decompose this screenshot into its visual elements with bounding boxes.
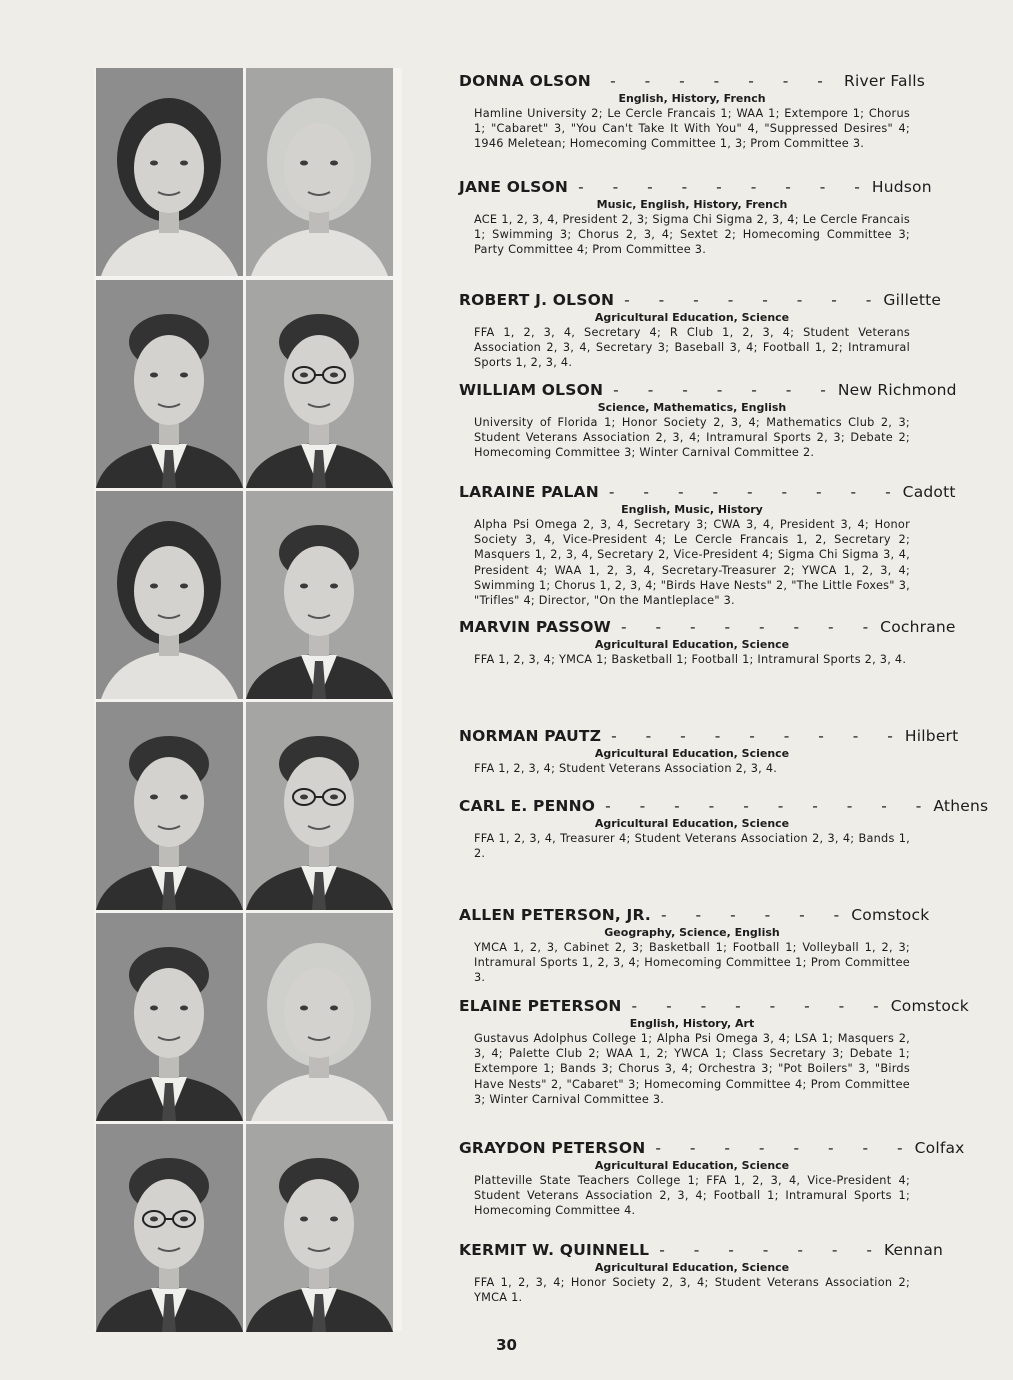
entry-robert-olson: ROBERT J. OLSON - - - - - - - - Gillette Agricultural Education, Science FFA 1, 2, 3, 4, Secretary 4; R Club 1, 2, 3, 4; Student Veterans Association 2, 3, 4, Secretary 3; Baseball 3, 4; Football 1, 2; Intramural Sports 1, 2, 3, 4. <box>459 291 942 370</box>
hometown: Athens <box>933 797 989 815</box>
major-fields: English, History, French <box>618 92 766 105</box>
hometown: Hudson <box>871 178 932 196</box>
major-fields: Agricultural Education, Science <box>594 747 790 760</box>
student-name: MARVIN PASSOW <box>459 618 611 636</box>
entry-carl-penno: CARL E. PENNO - - - - - - - - - - Athens Agricultural Education, Science FFA 1, 2, 3, 4, Treasurer 4; Student Veterans Association 2, 3, 4; Bands 1, 2. <box>459 797 989 861</box>
entry-william-olson: WILLIAM OLSON - - - - - - - New Richmond Science, Mathematics, English University of Florida 1; Honor Society 2, 3, 4; Mathematics Club 2, 3; Student Veterans Association 2, 3, 4; Intramural Sports 2, 3; Debate 2; Homecoming Committee 3; Winter Carnival Committee 2. <box>459 381 957 460</box>
hometown: Colfax <box>914 1139 965 1157</box>
student-name: CARL E. PENNO <box>459 797 596 815</box>
activities: Alpha Psi Omega 2, 3, 4, Secretary 3; CWA 3, 4, President 3, 4; Honor Society 3, 4, Vice-President 4; Le Cercle Francais 1, 2, Secretary 2; Masquers 1, 2, 3, 4, Secretary 2, Vice-President 4; Sigma Chi Sigma 3, 4, President 4; WAA 1, 2, 3, 4, Secretary-Treasurer 2; YWCA 1, 2, 3, 4; Swimming 1; Chorus 1, 2, 3, 4; "Birds Have Nests" 2, "The Little Foxes" 3, "Trifles" 4; Director, "On the Mantleplace" 3. <box>474 518 910 608</box>
student-name: GRAYDON PETERSON <box>459 1139 646 1157</box>
student-name: ELAINE PETERSON <box>459 997 622 1015</box>
student-name: KERMIT W. QUINNELL <box>459 1241 650 1259</box>
entry-donna-olson: DONNA OLSON - - - - - - - River Falls English, History, French Hamline University 2; Le Cercle Francais 1; WAA 1; Extempore 1; Chorus 1; "Cabaret" 3, "You Can't Take It With You" 4, "Suppressed Desires" 4; 1946 Meletean; Homecoming Committee 1, 3; Prom Committee 3. <box>459 72 925 151</box>
activities: FFA 1, 2, 3, 4; Honor Society 2, 3, 4; Student Veterans Association 2; YMCA 1. <box>474 1276 910 1305</box>
student-name: WILLIAM OLSON <box>459 381 604 399</box>
photo-kermit-quinnell <box>246 1124 393 1332</box>
photo-jane-olson <box>246 68 393 276</box>
major-fields: Agricultural Education, Science <box>594 817 790 830</box>
entry-norman-pautz: NORMAN PAUTZ - - - - - - - - - Hilbert Agricultural Education, Science FFA 1, 2, 3, 4; Student Veterans Association 2, 3, 4. <box>459 727 959 775</box>
activities: FFA 1, 2, 3, 4; YMCA 1; Basketball 1; Football 1; Intramural Sports 2, 3, 4. <box>474 653 907 666</box>
major-fields: Agricultural Education, Science <box>594 1261 790 1274</box>
entry-jane-olson: JANE OLSON - - - - - - - - - Hudson Music, English, History, French ACE 1, 2, 3, 4, President 2, 3; Sigma Chi Sigma 2, 3, 4; Le Cercle Francais 1; Swimming 3; Chorus 2, 3, 4; Sextet 2; Homecoming Committee 3; Party Committee 4; Prom Committee 3. <box>459 178 932 257</box>
major-fields: Agricultural Education, Science <box>594 638 790 651</box>
activities: FFA 1, 2, 3, 4, Secretary 4; R Club 1, 2, 3, 4; Student Veterans Association 2, 3, 4, Secretary 3; Baseball 3, 4; Football 1, 2; Intramural Sports 1, 2, 3, 4. <box>474 326 910 370</box>
photo-marvin-passow <box>246 491 393 699</box>
hometown: Kennan <box>883 1241 944 1259</box>
student-name: NORMAN PAUTZ <box>459 727 602 745</box>
entry-allen-peterson: ALLEN PETERSON, JR. - - - - - - Comstock Geography, Science, English YMCA 1, 2, 3, Cabinet 2, 3; Basketball 1; Football 1; Volleyball 1, 2, 3; Intramural Sports 1, 2, 3, 4; Homecoming Committee 1; Prom Committee 3. <box>459 906 930 985</box>
entry-marvin-passow: MARVIN PASSOW - - - - - - - - Cochrane Agricultural Education, Science FFA 1, 2, 3, 4; YMCA 1; Basketball 1; Football 1; Intramural Sports 2, 3, 4. <box>459 618 956 666</box>
major-fields: Agricultural Education, Science <box>594 311 790 324</box>
photo-column <box>94 68 402 1331</box>
entry-laraine-palan: LARAINE PALAN - - - - - - - - - Cadott English, Music, History Alpha Psi Omega 2, 3, 4, Secretary 3; CWA 3, 4, President 3, 4; Honor Society 3, 4, Vice-President 4; Le Cercle Francais 1, 2, Secretary 2; Masquers 1, 2, 3, 4, Secretary 2, Vice-President 4; Sigma Chi Sigma 3, 4, President 4; WAA 1, 2, 3, 4, Secretary-Treasurer 2; YWCA 1, 2, 3, 4; Swimming 1; Chorus 1, 2, 3, 4; "Birds Have Nests" 2, "The Little Foxes" 3, "Trifles" 4; Director, "On the Mantleplace" 3. <box>459 483 956 608</box>
photo-robert-olson <box>96 280 243 488</box>
hometown: Cochrane <box>880 618 956 636</box>
student-name: JANE OLSON <box>459 178 569 196</box>
photo-allen-peterson <box>96 913 243 1121</box>
entry-kermit-quinnell: KERMIT W. QUINNELL - - - - - - - Kennan Agricultural Education, Science FFA 1, 2, 3, 4; Honor Society 2, 3, 4; Student Veterans Association 2; YMCA 1. <box>459 1241 944 1305</box>
activities: FFA 1, 2, 3, 4, Treasurer 4; Student Veterans Association 2, 3, 4; Bands 1, 2. <box>474 832 910 861</box>
student-name: LARAINE PALAN <box>459 483 599 501</box>
photo-carl-penno <box>246 702 393 910</box>
student-entries <box>459 0 989 1340</box>
activities: University of Florida 1; Honor Society 2, 3, 4; Mathematics Club 2, 3; Student Veterans Association 2, 3, 4; Intramural Sports 2, 3; Debate 2; Homecoming Committee 3; Winter Carnival Committee 2. <box>474 416 910 460</box>
photo-elaine-peterson <box>246 913 393 1121</box>
major-fields: Agricultural Education, Science <box>594 1159 790 1172</box>
hometown: Gillette <box>883 291 942 309</box>
photo-donna-olson <box>96 68 243 276</box>
hometown: Hilbert <box>904 727 959 745</box>
student-name: DONNA OLSON <box>459 72 591 90</box>
activities: ACE 1, 2, 3, 4, President 2, 3; Sigma Chi Sigma 2, 3, 4; Le Cercle Francais 1; Swimming 3; Chorus 2, 3, 4; Sextet 2; Homecoming Committee 3; Party Committee 4; Prom Committee 3. <box>474 213 910 257</box>
major-fields: Geography, Science, English <box>604 926 780 939</box>
major-fields: Science, Mathematics, English <box>597 401 787 414</box>
hometown: Comstock <box>890 997 969 1015</box>
entry-elaine-peterson: ELAINE PETERSON - - - - - - - - Comstock English, History, Art Gustavus Adolphus College 1; Alpha Psi Omega 3, 4; LSA 1; Masquers 2, 3, 4; Palette Club 2; WAA 1, 2; YWCA 1; Class Secretary 3; Debate 1; Extempore 1; Bands 3; Chorus 3, 4; Orchestra 3; "Pot Boilers" 3, "Birds Have Nests" 2, "Cabaret" 3; Homecoming Committee 4; Prom Committee 3; Winter Carnival Committee 3. <box>459 997 969 1106</box>
activities: Hamline University 2; Le Cercle Francais 1; WAA 1; Extempore 1; Chorus 1; "Cabaret" 3, "You Can't Take It With You" 4, "Suppressed Desires" 4; 1946 Meletean; Homecoming Committee 1, 3; Prom Committee 3. <box>474 107 910 151</box>
page-number: 30 <box>496 1336 517 1354</box>
major-fields: Music, English, History, French <box>596 198 788 211</box>
activities: Gustavus Adolphus College 1; Alpha Psi Omega 3, 4; LSA 1; Masquers 2, 3, 4; Palette Club 2; WAA 1, 2; YWCA 1; Class Secretary 3; Debate 1; Extempore 1; Bands 3; Chorus 3, 4; Orchestra 3; "Pot Boilers" 3, "Birds Have Nests" 2, "Cabaret" 3; Homecoming Committee 4; Prom Committee 3; Winter Carnival Committee 3. <box>474 1032 910 1106</box>
photo-graydon-peterson <box>96 1124 243 1332</box>
major-fields: English, Music, History <box>621 503 763 516</box>
photo-norman-pautz <box>96 702 243 910</box>
hometown: River Falls <box>844 72 925 90</box>
activities: YMCA 1, 2, 3, Cabinet 2, 3; Basketball 1; Football 1; Volleyball 1, 2, 3; Intramural Sports 1, 2, 3, 4; Homecoming Committee 1; Prom Committee 3. <box>474 941 910 985</box>
photo-laraine-palan <box>96 491 243 699</box>
student-name: ALLEN PETERSON, JR. <box>459 906 652 924</box>
entry-graydon-peterson: GRAYDON PETERSON - - - - - - - - Colfax Agricultural Education, Science Platteville State Teachers College 1; FFA 1, 2, 3, 4, Vice-President 4; Student Veterans Association 2, 3, 4; Football 1; Intramural Sports 1; Homecoming Committee 4. <box>459 1139 965 1218</box>
hometown: Cadott <box>902 483 956 501</box>
activities: Platteville State Teachers College 1; FFA 1, 2, 3, 4, Vice-President 4; Student Veterans Association 2, 3, 4; Football 1; Intramural Sports 1; Homecoming Committee 4. <box>474 1174 910 1218</box>
activities: FFA 1, 2, 3, 4; Student Veterans Association 2, 3, 4. <box>474 762 778 775</box>
major-fields: English, History, Art <box>629 1017 755 1030</box>
student-name: ROBERT J. OLSON <box>459 291 615 309</box>
hometown: New Richmond <box>837 381 957 399</box>
photo-william-olson <box>246 280 393 488</box>
hometown: Comstock <box>851 906 930 924</box>
